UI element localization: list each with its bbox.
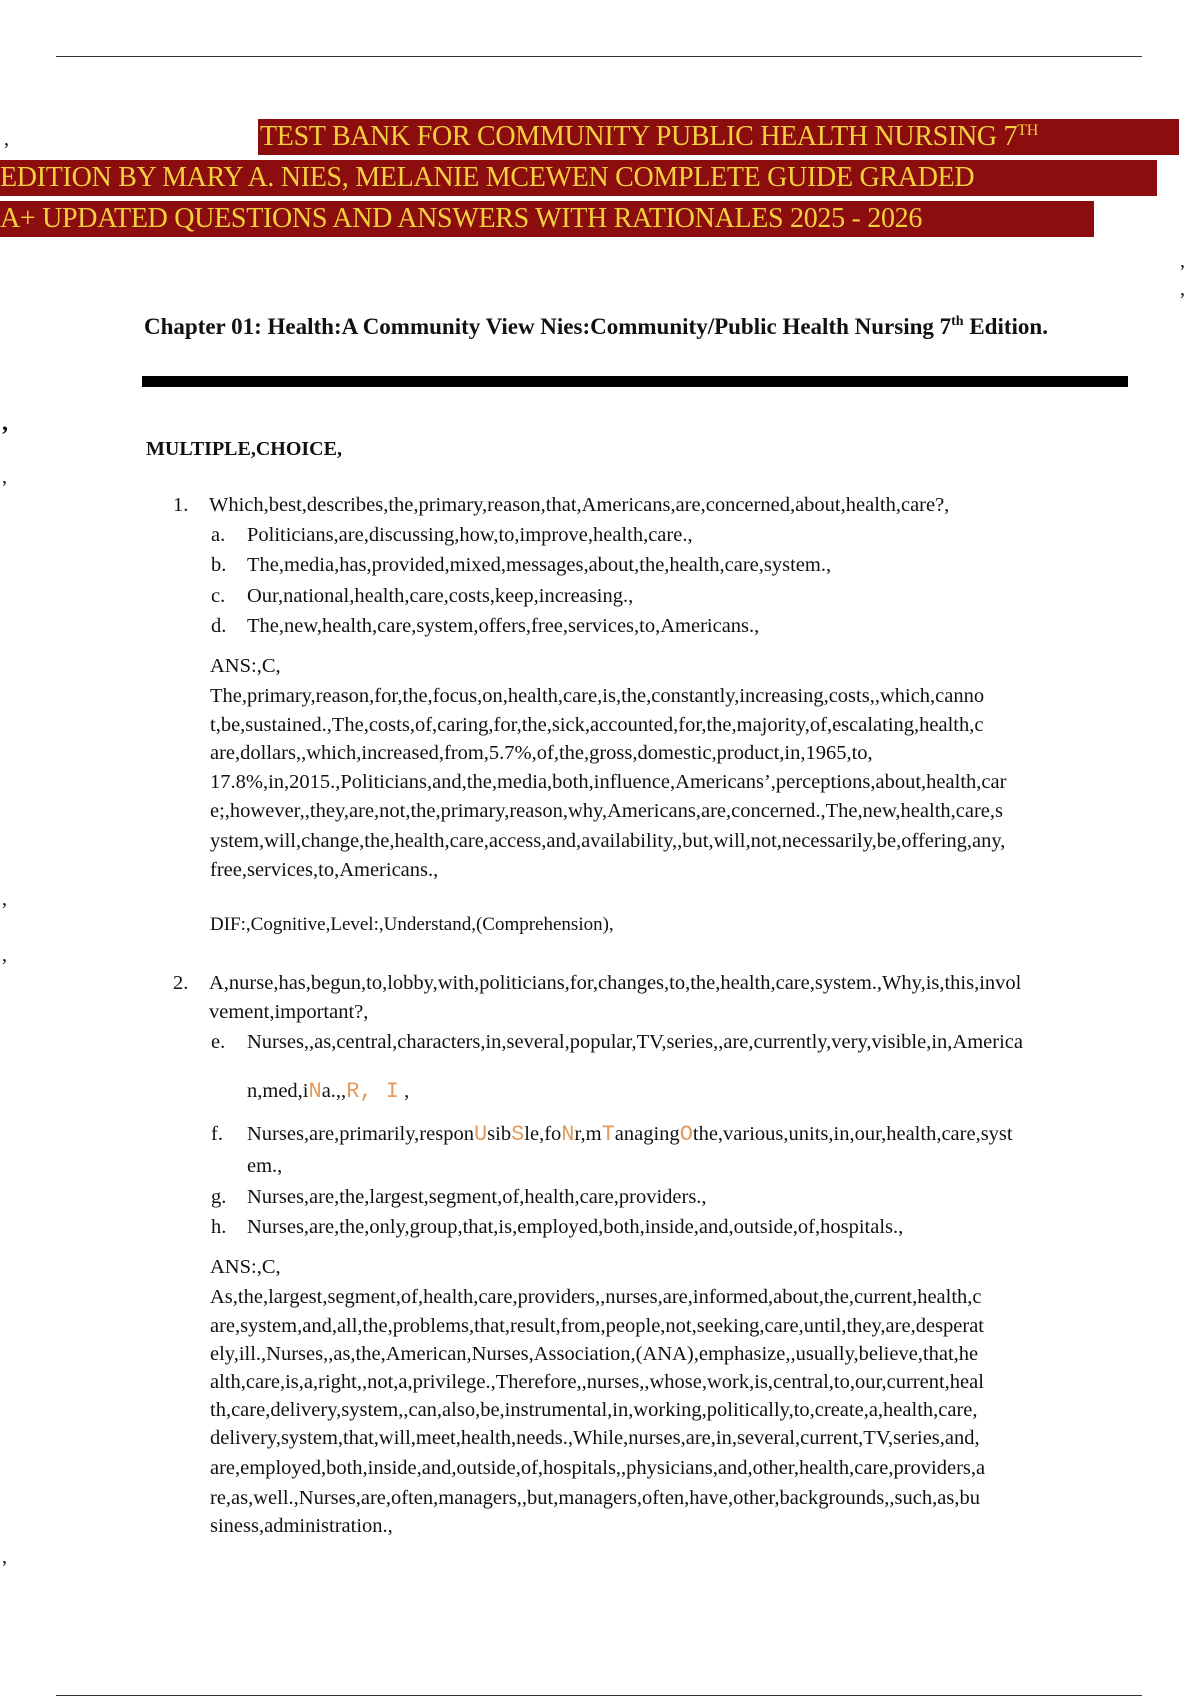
- chapter-divider: [142, 376, 1128, 387]
- q1-rationale-line: e;,however,,they,are,not,the,primary,reason,why,Americans,are,concerned.,The,new,health,care,s: [210, 800, 1003, 822]
- q2-rationale-line: As,the,largest,segment,of,health,care,providers,,nurses,are,informed,about,the,current,health,c: [210, 1286, 982, 1308]
- text-segment: r,m: [574, 1123, 602, 1145]
- top-rule: [56, 56, 1142, 57]
- q2-rationale-line: siness,administration.,: [210, 1515, 393, 1537]
- q2-option: Nurses,,as,central,characters,in,several,popular,TV,series,,are,currently,very,visible,in,America: [247, 1031, 1023, 1053]
- watermark-letter: O: [679, 1122, 693, 1147]
- title-line-1: [258, 119, 1179, 155]
- q1-option: The,new,health,care,system,offers,free,services,to,Americans.,: [247, 615, 760, 637]
- watermark-letter: R,: [346, 1079, 373, 1104]
- q2-number: 2.: [173, 972, 189, 994]
- watermark-letter: U: [473, 1122, 488, 1147]
- q2-option-letter: h.: [211, 1216, 227, 1238]
- section-heading: MULTIPLE,CHOICE,: [146, 438, 342, 460]
- stray-mark: ,: [2, 1546, 7, 1568]
- title-line-3: A+ UPDATED QUESTIONS AND ANSWERS WITH RATIONALES 2025 - 2026: [0, 201, 1094, 237]
- text-segment: ,: [399, 1080, 410, 1102]
- q1-answer: ANS:,C,: [210, 655, 281, 677]
- chapter-text: Chapter 01: Health:A Community View Nies:Community/Public Health Nursing 7: [144, 314, 952, 339]
- q1-rationale-line: The,primary,reason,for,the,focus,on,health,care,is,the,constantly,increasing,costs,,which,canno: [210, 685, 985, 707]
- q2-rationale-line: re,as,well.,Nurses,are,often,managers,,but,managers,often,have,other,backgrounds,,such,as,bu: [210, 1487, 980, 1509]
- q2-rationale-line: are,employed,both,inside,and,outside,of,hospitals,,physicians,and,other,health,care,providers,a: [210, 1457, 986, 1479]
- q2-stem: A,nurse,has,begun,to,lobby,with,politicians,for,changes,to,the,health,care,system.,Why,is,this,invol: [209, 972, 1022, 994]
- q1-rationale-line: ystem,will,change,the,health,care,access,and,availability,,but,will,not,necessarily,be,offering,any,: [210, 830, 1006, 852]
- stray-mark: ,: [1180, 278, 1185, 300]
- q1-rationale-line: 17.8%,in,2015.,Politicians,and,the,media,both,influence,Americans’,perceptions,about,health,car: [210, 771, 1007, 793]
- watermark-letter: S: [511, 1122, 525, 1147]
- q1-stem: Which,best,describes,the,primary,reason,that,Americans,are,concerned,about,health,care?,: [209, 494, 950, 516]
- text-segment: sib: [487, 1123, 512, 1145]
- watermark-letter: N: [308, 1079, 322, 1104]
- q1-rationale-line: free,services,to,Americans.,: [210, 859, 439, 881]
- q2-option-letter: f.: [211, 1123, 223, 1145]
- title-line-2: EDITION BY MARY A. NIES, MELANIE MCEWEN COMPLETE GUIDE GRADED: [0, 160, 1157, 196]
- stray-mark: ,: [2, 410, 8, 436]
- stray-mark: ,: [1180, 250, 1185, 272]
- text-segment: le,fo: [524, 1123, 562, 1145]
- q2-option: [247, 1122, 1013, 1147]
- watermark-letter: N: [561, 1122, 575, 1147]
- q1-option-letter: b.: [211, 554, 227, 576]
- q2-option-cont: [247, 1079, 409, 1104]
- q1-option-letter: a.: [211, 524, 226, 546]
- q2-rationale-line: ely,ill.,Nurses,,as,the,American,Nurses,Association,(ANA),emphasize,,usually,believe,that,he: [210, 1343, 979, 1365]
- title-text: TEST BANK FOR COMMUNITY PUBLIC HEALTH NURSING 7: [260, 121, 1018, 152]
- stray-mark: ,: [2, 944, 7, 966]
- watermark-letter: T: [601, 1122, 615, 1147]
- q1-number: 1.: [173, 494, 189, 516]
- stray-mark: ,: [4, 128, 9, 150]
- watermark-letter: I: [372, 1079, 399, 1104]
- q1-rationale-line: are,dollars,,which,increased,from,5.7%,of,the,gross,domestic,product,in,1965,to,: [210, 742, 873, 764]
- q2-option-letter: g.: [211, 1186, 227, 1208]
- chapter-sup: th: [951, 314, 964, 329]
- text-segment: a.,,: [321, 1080, 347, 1102]
- text-segment: the,various,units,in,our,health,care,syst: [692, 1123, 1013, 1145]
- q1-difficulty: DIF:,Cognitive,Level:,Understand,(Comprehension),: [210, 914, 614, 935]
- text-segment: anaging: [614, 1123, 680, 1145]
- q1-option: Our,national,health,care,costs,keep,increasing.,: [247, 585, 634, 607]
- text-segment: Nurses,are,primarily,respon: [247, 1123, 474, 1145]
- chapter-tail: Edition.: [963, 314, 1048, 339]
- stray-mark: ,: [2, 466, 7, 488]
- q2-stem: vement,important?,: [209, 1001, 369, 1023]
- stray-mark: ,: [2, 888, 7, 910]
- title-sup: TH: [1017, 122, 1038, 139]
- q2-rationale-line: alth,care,is,a,right,,not,a,privilege.,Therefore,,nurses,,whose,work,is,central,to,our,current,heal: [210, 1371, 984, 1393]
- q1-option: Politicians,are,discussing,how,to,improve,health,care.,: [247, 524, 693, 546]
- q2-option: Nurses,are,the,largest,segment,of,health,care,providers.,: [247, 1186, 707, 1208]
- q2-answer: ANS:,C,: [210, 1256, 281, 1278]
- q2-rationale-line: delivery,system,that,will,meet,health,needs.,While,nurses,are,in,several,current,TV,series,and,: [210, 1427, 980, 1449]
- q1-option: The,media,has,provided,mixed,messages,about,the,health,care,system.,: [247, 554, 832, 576]
- q1-option-letter: c.: [211, 585, 226, 607]
- q2-option-letter: e.: [211, 1031, 226, 1053]
- q2-rationale-line: th,care,delivery,system,,can,also,be,instrumental,in,working,politically,to,create,a,health,care,: [210, 1399, 978, 1421]
- q2-option-cont: em.,: [247, 1155, 283, 1177]
- bottom-rule: [56, 1695, 1142, 1696]
- chapter-heading: [144, 314, 1048, 340]
- text-segment: n,med,i: [247, 1080, 309, 1102]
- q2-rationale-line: are,system,and,all,the,problems,that,result,from,people,not,seeking,care,until,they,are,desperat: [210, 1315, 984, 1337]
- q1-rationale-line: t,be,sustained.,The,costs,of,caring,for,the,sick,accounted,for,the,majority,of,escalating,health,c: [210, 714, 984, 736]
- q2-option: Nurses,are,the,only,group,that,is,employed,both,inside,and,outside,of,hospitals.,: [247, 1216, 904, 1238]
- q1-option-letter: d.: [211, 615, 227, 637]
